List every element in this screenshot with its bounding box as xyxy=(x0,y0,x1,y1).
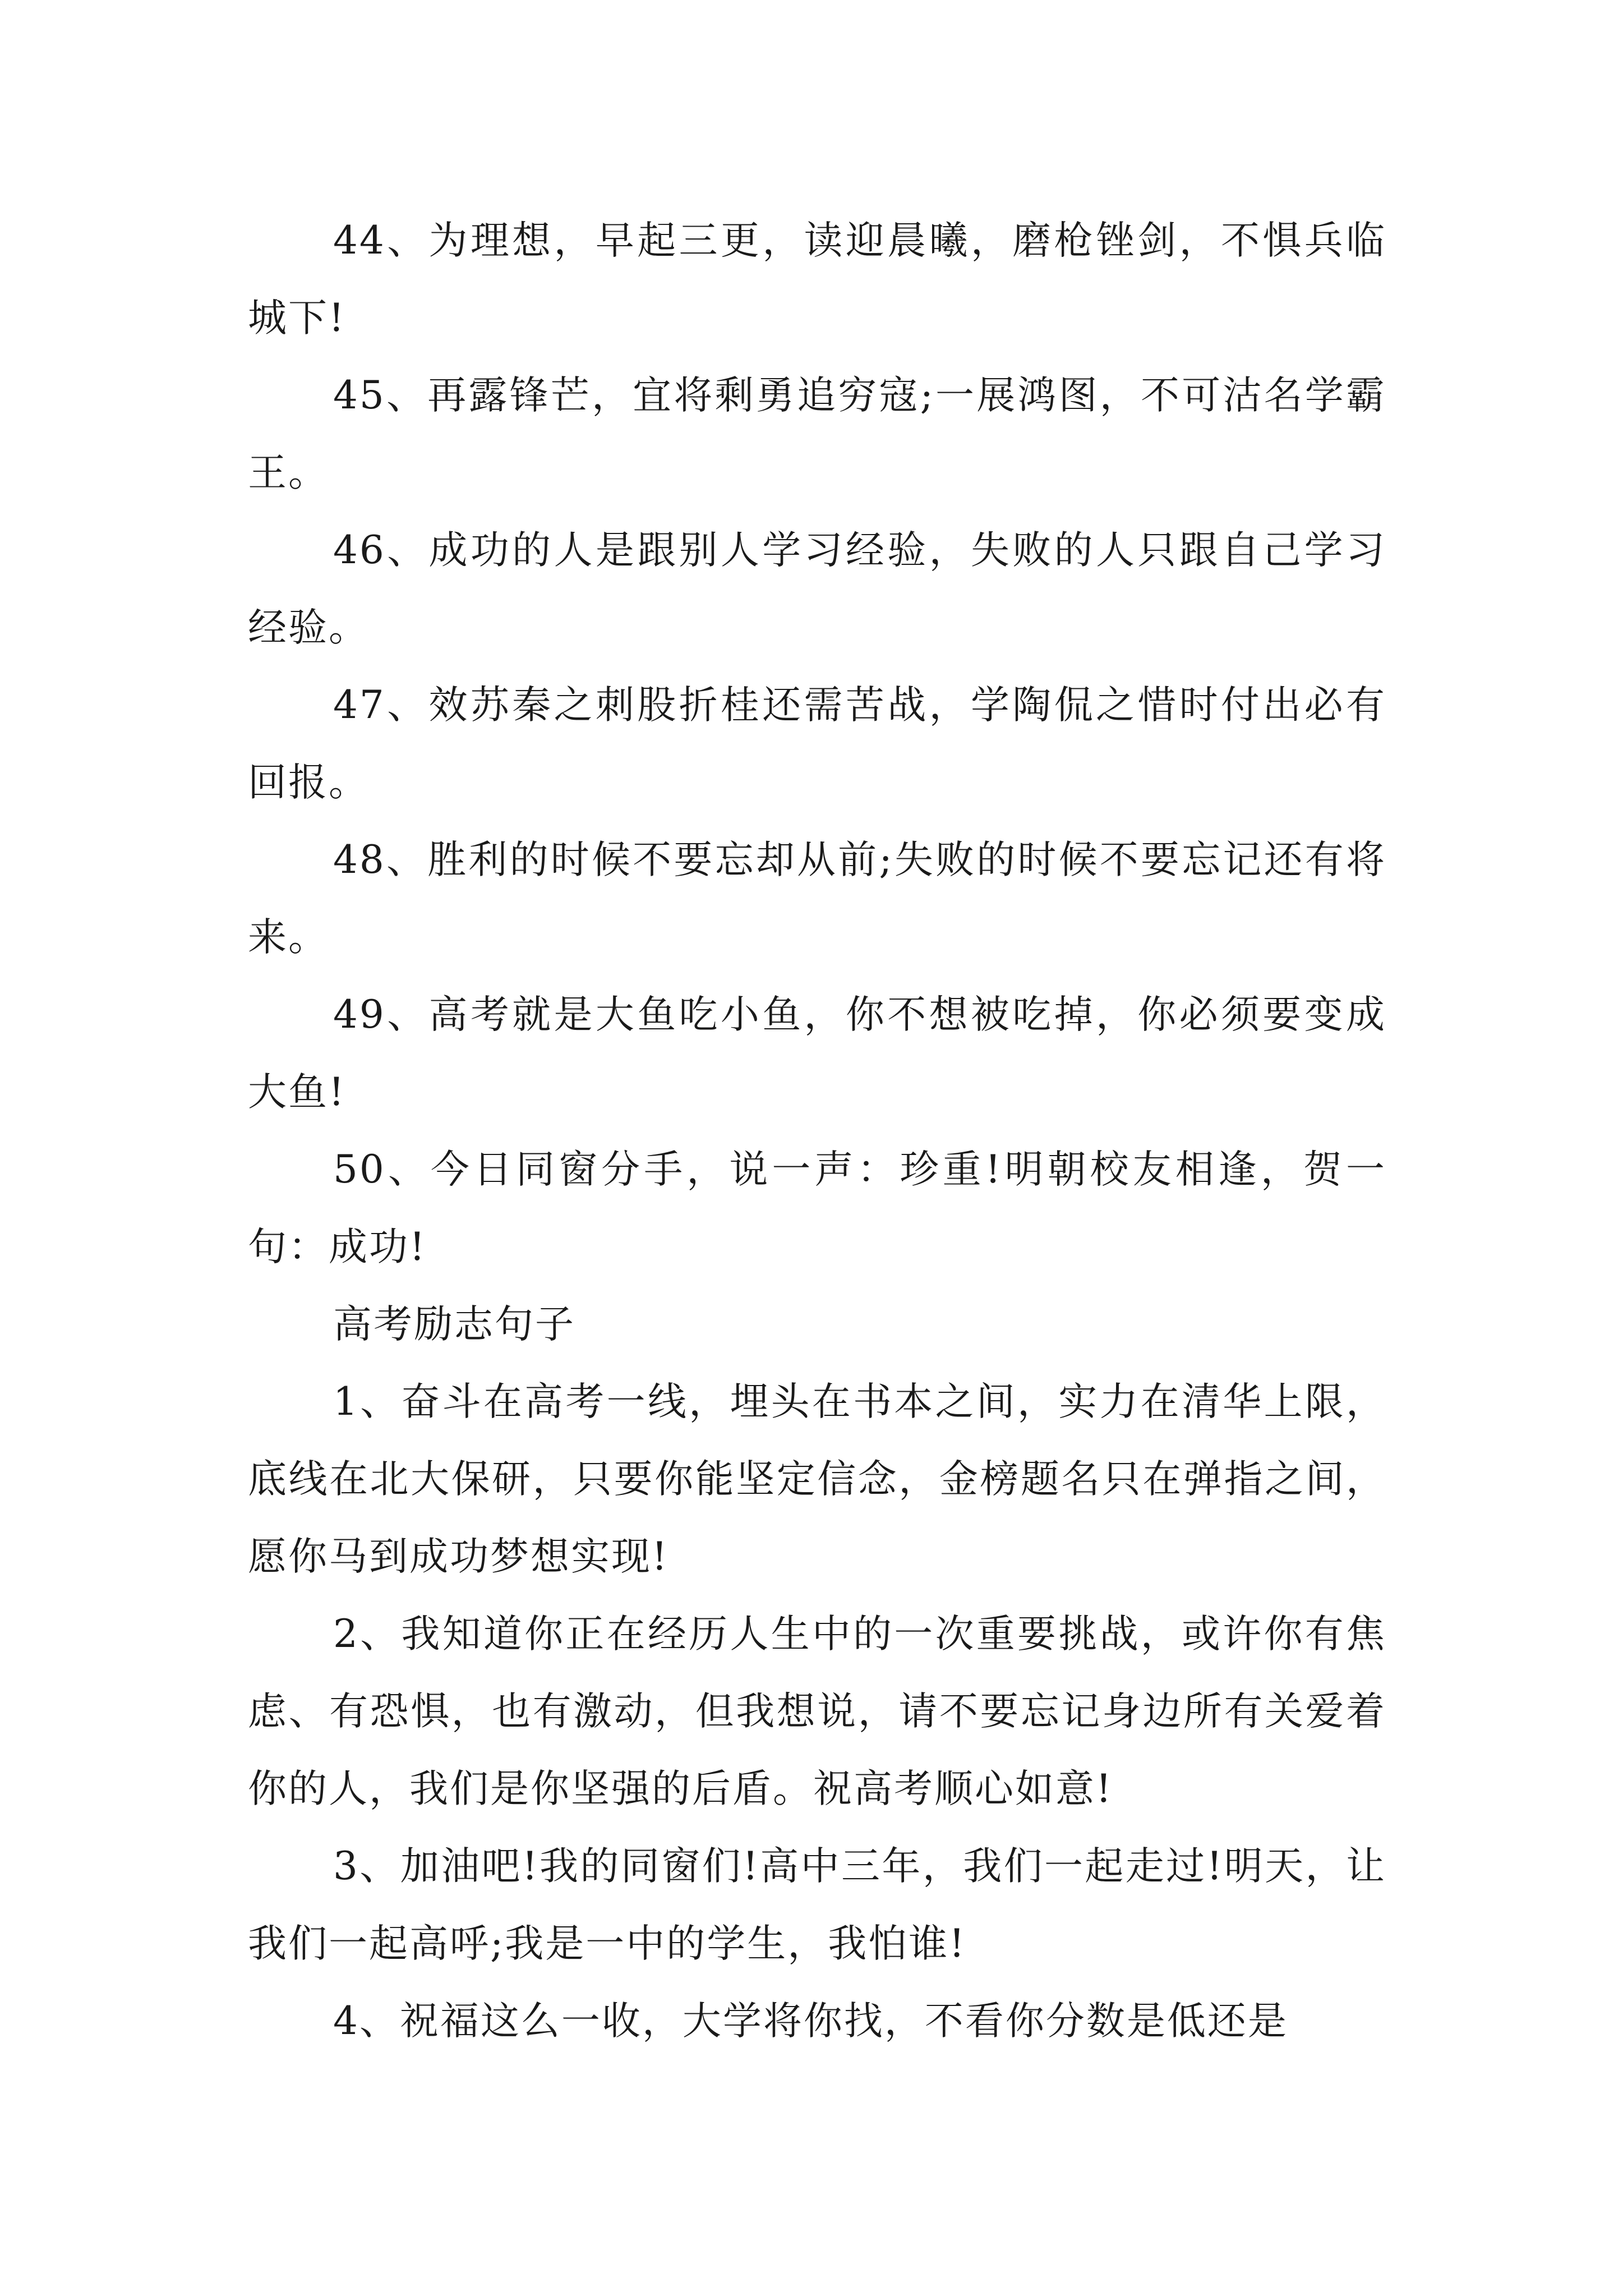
paragraph-46: 46、成功的人是跟别人学习经验，失败的人只跟自己学习经验。 xyxy=(248,528,1386,650)
paragraph-4: 4、祝福这么一收，大学将你找，不看你分数是低还是 xyxy=(333,1999,1288,2044)
paragraph-49: 49、高考就是大鱼吃小鱼，你不想被吃掉，你必须要变成大鱼! xyxy=(248,992,1386,1115)
section-heading: 高考励志句子 xyxy=(333,1302,575,1347)
paragraph-48: 48、胜利的时候不要忘却从前;失败的时候不要忘记还有将来。 xyxy=(248,838,1386,960)
paragraph-44: 44、为理想，早起三更，读迎晨曦，磨枪锉剑，不惧兵临城下! xyxy=(248,218,1386,341)
paragraph-1: 1、奋斗在高考一线，埋头在书本之间，实力在清华上限，底线在北大保研，只要你能坚定信念，金榜题名只在弹指之间，愿你马到成功梦想实现! xyxy=(248,1379,1386,1579)
paragraph-47: 47、效苏秦之刺股折桂还需苦战，学陶侃之惜时付出必有回报。 xyxy=(248,683,1386,805)
paragraph-3: 3、加油吧!我的同窗们!高中三年，我们一起走过!明天，让我们一起高呼;我是一中的学生，我怕谁! xyxy=(248,1844,1386,1966)
paragraph-50: 50、今日同窗分手，说一声：珍重!明朝校友相逢，贺一句：成功! xyxy=(248,1147,1386,1269)
paragraph-45: 45、再露锋芒，宜将剩勇追穷寇;一展鸿图，不可沽名学霸王。 xyxy=(248,373,1386,495)
paragraph-2: 2、我知道你正在经历人生中的一次重要挑战，或许你有焦虑、有恐惧，也有激动，但我想说，请不要忘记身边所有关爱着你的人，我们是你坚强的后盾。祝高考顺心如意! xyxy=(248,1612,1386,1811)
document-body xyxy=(248,202,1386,2060)
